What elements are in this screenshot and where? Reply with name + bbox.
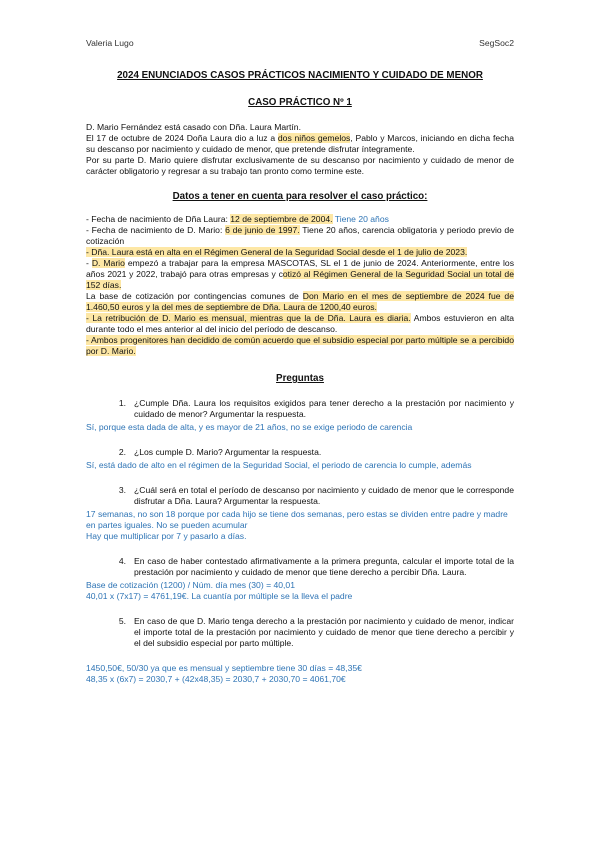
highlight: - La retribución de D. Mario es mensual, mientras que la de Dña. Laura es diaria. <box>86 313 411 323</box>
case-intro <box>86 122 514 177</box>
intro-paragraph: Por su parte D. Mario quiere disfrutar exclusivamente de su descanso por nacimiento y cuidado de menor de carácter obligatorio y regresar a su trabajo tan pronto como termine este. <box>86 155 514 176</box>
highlight: 6 de junio de 1997. <box>225 225 300 235</box>
document-title: 2024 ENUNCIADOS CASOS PRÁCTICOS NACIMIENTO Y CUIDADO DE MENOR <box>117 70 483 81</box>
data-line <box>86 247 514 258</box>
case-data <box>86 214 514 357</box>
question-number: 3. <box>118 485 126 495</box>
data-text: Tiene 20 años, carencia obligatoria y periodo previo de cotización <box>86 225 514 246</box>
answer <box>86 663 514 685</box>
data-text: Ambos estuvieron en alta durante todo el mes anterior al del inicio del período de descanso. <box>86 313 514 334</box>
highlight: D. Mario <box>91 258 125 268</box>
question-text: ¿Cumple Dña. Laura los requisitos exigidos para tener derecho a la prestación por nacimiento y cuidado de menor? Argumentar la respuesta. <box>134 398 514 419</box>
header-code: SegSoc2 <box>479 38 514 48</box>
question <box>86 398 514 420</box>
answer <box>86 509 514 542</box>
question-block <box>86 447 514 471</box>
answer-line: Sí, porque esta dada de alta, y es mayor de 21 años, no se exige periodo de carencia <box>86 422 413 432</box>
data-section-title: Datos a tener en cuenta para resolver el caso práctico: <box>172 191 428 202</box>
question-text: En caso de haber contestado afirmativamente a la primera pregunta, calcular el importe total de la prestación por nacimiento y cuidado de menor que tiene derecho a percibir Dña. Laura. <box>134 556 514 577</box>
data-line <box>86 258 514 291</box>
answer-line: 40,01 x (7x17) = 4761,19€. La cuantía por múltiple se la lleva el padre <box>86 591 353 601</box>
data-line <box>86 291 514 313</box>
data-text: - Fecha de nacimiento de Dña Laura: <box>86 214 231 224</box>
document-body <box>86 70 514 685</box>
question <box>86 447 514 458</box>
questions-title: Preguntas <box>276 373 324 384</box>
question-block <box>86 616 514 685</box>
highlight: Don Mario en el mes de septiembre de 2024 fue de 1.460,50 euros y la del mes de septiembre de Dña. Laura de 1200,40 euros. <box>86 291 514 312</box>
question-number: 2. <box>118 447 126 457</box>
question <box>86 616 514 649</box>
data-line <box>86 214 514 225</box>
question-block <box>86 485 514 542</box>
answer-line: 1450,50€, 50/30 ya que es mensual y septiembre tiene 30 días = 48,35€ <box>86 663 362 673</box>
highlight: 12 de septiembre de 2004. <box>230 214 333 224</box>
highlight: - Dña. Laura está en alta en el Régimen General de la Seguridad Social desde el 1 de julio de 2023. <box>86 247 468 257</box>
question-number: 1. <box>118 398 126 408</box>
highlight: otizó al Régimen General de la Seguridad Social un total de 152 días. <box>86 269 514 290</box>
answer-line: Sí, está dado de alto en el régimen de la Seguridad Social, el periodo de carencia lo cumple, además <box>86 460 472 470</box>
question-text: ¿Cuál será en total el período de descanso por nacimiento y cuidado de menor que le corresponde disfrutar a Dña. Laura? Argumentar la respuesta. <box>134 485 514 506</box>
intro-text: , Pablo y Marcos, iniciando en dicha fecha su descanso por nacimiento y cuidado de menor, que pretende disfrutar íntegramente. <box>86 133 514 154</box>
data-text: La base de cotización por contingencias comunes de <box>86 291 303 301</box>
question <box>86 485 514 507</box>
header-author: Valeria Lugo <box>86 38 134 48</box>
question-number: 4. <box>118 556 126 566</box>
question <box>86 556 514 578</box>
question-block <box>86 556 514 602</box>
intro-text: El 17 de octubre de 2024 Doña Laura dio a luz a <box>86 133 278 143</box>
data-text: - <box>86 258 92 268</box>
answer-line: 48,35 x (6x7) = 2030,7 + (42x48,35) = 2030,7 + 2030,70 = 4061,70€ <box>86 674 346 684</box>
data-line <box>86 225 514 247</box>
answer <box>86 580 514 602</box>
highlight: dos niños gemelos <box>277 133 351 143</box>
answer-line: Hay que multiplicar por 7 y pasarlo a días. <box>86 531 247 541</box>
intro-line: D. Mario Fernández está casado con Dña. Laura Martín. <box>86 122 301 132</box>
answer <box>86 422 514 433</box>
data-line <box>86 335 514 357</box>
question-text: ¿Los cumple D. Mario? Argumentar la respuesta. <box>134 447 322 457</box>
intro-paragraph <box>86 133 514 155</box>
question-text: En caso de que D. Mario tenga derecho a la prestación por nacimiento y cuidado de menor, indicar el importe total de la prestación por nacimiento y cuidado de menor que tiene derecho a percibir y el del subsidio especial por parto múltiple. <box>134 616 514 648</box>
answer <box>86 460 514 471</box>
answer-line: Base de cotización (1200) / Núm. día mes (30) = 40,01 <box>86 580 295 590</box>
answer-line: 17 semanas, no son 18 porque por cada hijo se tiene dos semanas, pero estas se dividen entre padre y madre en partes iguales. No se pueden acumular <box>86 509 508 530</box>
question-number: 5. <box>118 616 126 626</box>
question-block <box>86 398 514 433</box>
highlight: - Ambos progenitores han decidido de común acuerdo que el subsidio especial por parto múltiple se a percibido por D. Mario. <box>86 335 514 356</box>
data-line <box>86 313 514 335</box>
case-title: CASO PRÁCTICO Nº 1 <box>248 97 352 108</box>
data-text: empezó a trabajar para la empresa MASCOTAS, SL el 1 de junio de 2024. Anteriormente, entre los años 2021 y 2022, trabajó para otras empresas y c <box>86 258 514 279</box>
annotation: Tiene 20 años <box>332 214 389 224</box>
data-text: - Fecha de nacimiento de D. Mario: <box>86 225 226 235</box>
